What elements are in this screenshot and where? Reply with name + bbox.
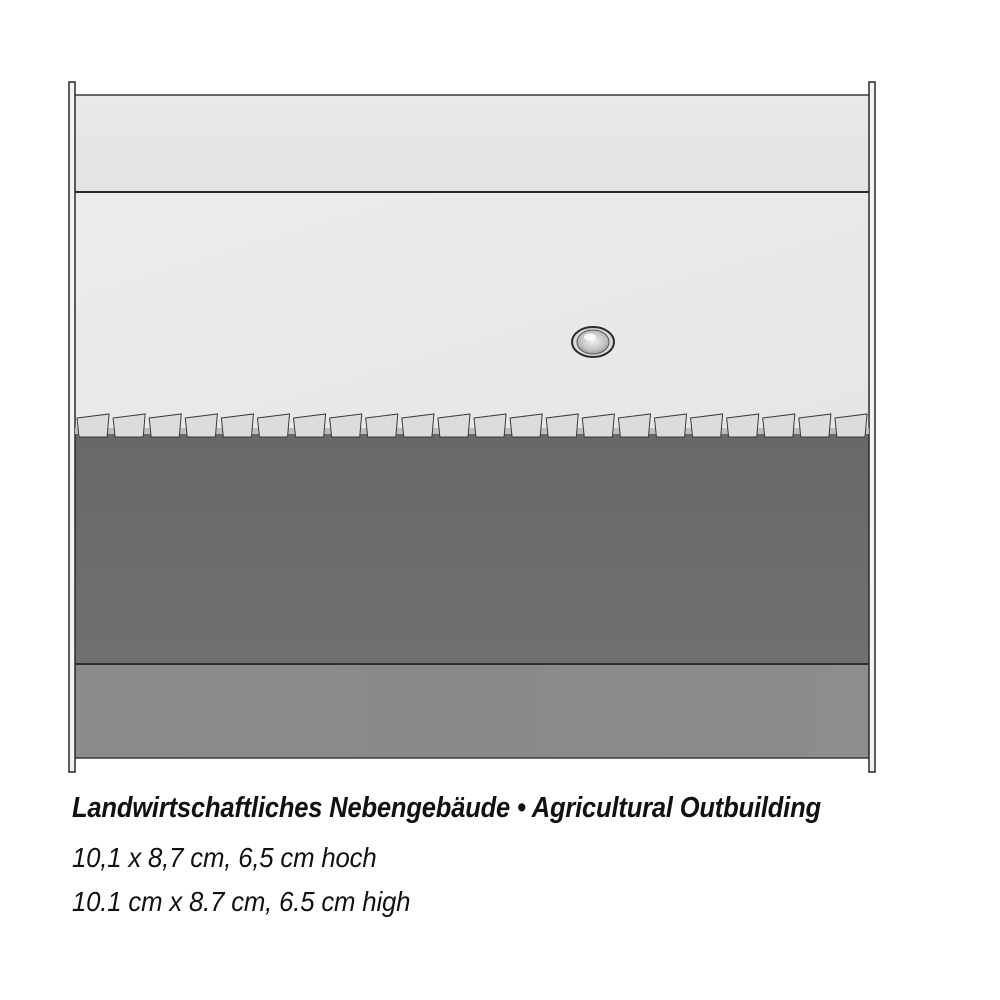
roof-edge-tooth <box>474 414 506 437</box>
roof-edge-tooth <box>835 414 867 437</box>
caption-dimensions-de: 10,1 x 8,7 cm, 6,5 cm hoch <box>72 842 377 873</box>
roof-edge-tooth <box>77 414 109 437</box>
roof-edge-tooth <box>185 414 217 437</box>
roof-panel <box>74 430 870 664</box>
roof-edge-tooth <box>221 414 253 437</box>
roof-edge-tooth <box>582 414 614 437</box>
left-post <box>69 82 75 772</box>
roof-edge-tooth <box>113 414 145 437</box>
roof-edge-tooth <box>691 414 723 437</box>
roof-edge-tooth <box>510 414 542 437</box>
roof-edge-tooth <box>402 414 434 437</box>
roof-edge-tooth <box>546 414 578 437</box>
roof-edge-tooth <box>654 414 686 437</box>
roof-edge-tooth <box>763 414 795 437</box>
roof-edge-tooth <box>727 414 759 437</box>
roof-edge-tooth <box>149 414 181 437</box>
round-window-icon <box>572 327 614 357</box>
roof-edge-tooth <box>438 414 470 437</box>
roof-edge-tooth <box>294 414 326 437</box>
roof-edge-tooth <box>330 414 362 437</box>
right-post <box>869 82 875 772</box>
caption-title: Landwirtschaftliches Nebengebäude • Agricultural Outbuilding <box>72 792 821 824</box>
main-wall <box>74 192 870 430</box>
roof-edge-tooth <box>366 414 398 437</box>
caption-dimensions-en: 10.1 cm x 8.7 cm, 6.5 cm high <box>72 886 411 917</box>
roof-edge-tooth <box>799 414 831 437</box>
base-band <box>74 664 870 758</box>
roof-edge-tooth <box>618 414 650 437</box>
roof-edge-tooth <box>257 414 289 437</box>
upper-wall-band <box>74 95 870 192</box>
